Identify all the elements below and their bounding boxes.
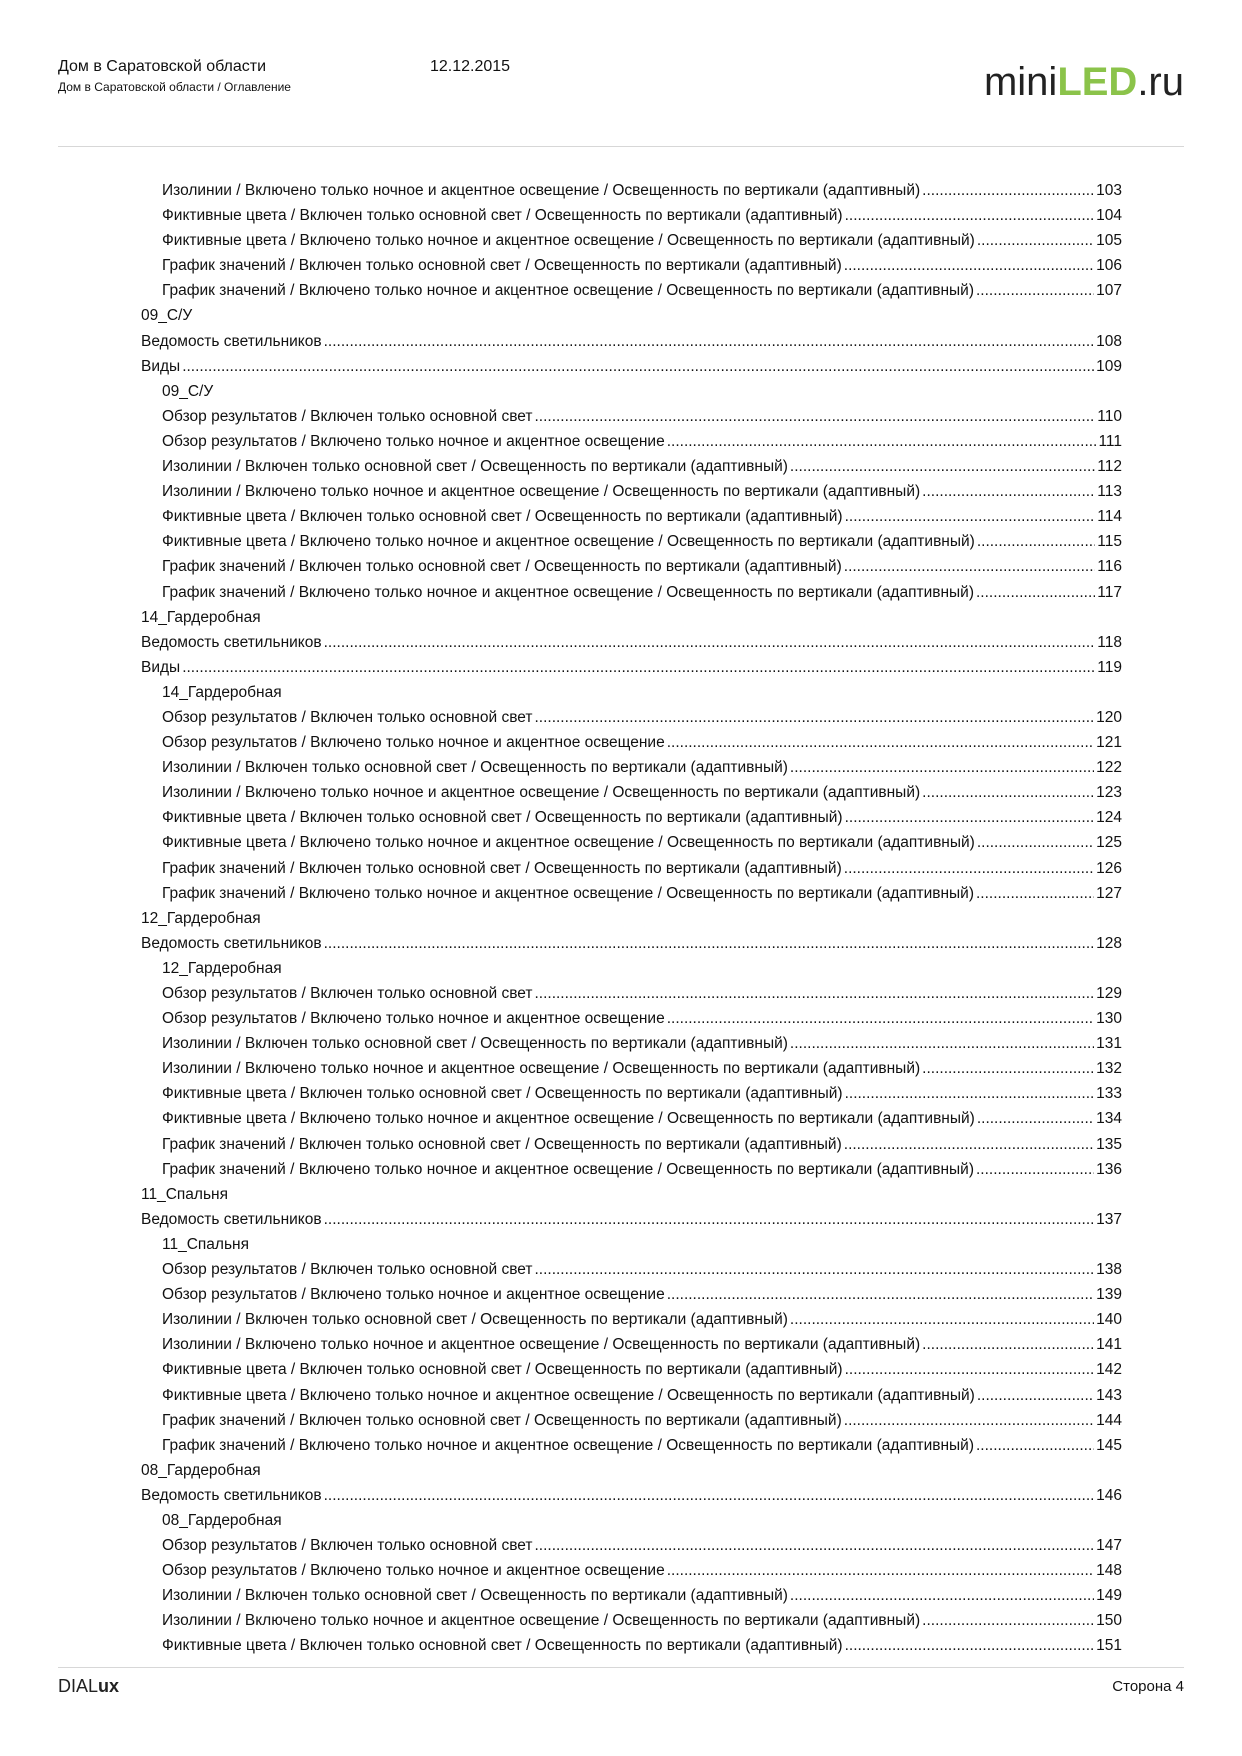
page-footer [58, 1676, 1184, 1706]
toc-leader-dots [534, 981, 1094, 1006]
toc-entry-label: Изолинии / Включено только ночное и акцентное освещение / Освещенность по вертикали (адаптивный) [162, 1060, 921, 1078]
toc-entry-label: 12_Гардеробная [162, 959, 282, 977]
toc-leader-dots [667, 1282, 1094, 1307]
table-of-contents [141, 178, 1122, 1659]
toc-section-heading [141, 1182, 1122, 1207]
toc-entry[interactable] [141, 253, 1122, 278]
page-header [58, 58, 1184, 138]
toc-section-heading [141, 379, 1122, 404]
toc-leader-dots [324, 1483, 1095, 1508]
toc-page-number: 123 [1096, 784, 1122, 802]
project-title: Дом в Саратовской области [58, 58, 267, 75]
toc-entry[interactable] [141, 228, 1122, 253]
toc-entry-label: Фиктивные цвета / Включено только ночное и акцентное освещение / Освещенность по вертикали (адаптивный) [162, 232, 975, 250]
toc-page-number: 139 [1096, 1286, 1122, 1304]
toc-leader-dots [790, 1583, 1094, 1608]
toc-entry-label: Виды [141, 357, 181, 375]
toc-page-number: 103 [1096, 182, 1122, 199]
toc-page-number: 134 [1096, 1110, 1122, 1128]
toc-entry[interactable] [141, 1558, 1122, 1583]
toc-entry[interactable] [141, 529, 1122, 554]
toc-page-number: 129 [1096, 985, 1122, 1002]
toc-entry[interactable] [141, 1106, 1122, 1131]
toc-leader-dots [324, 329, 1095, 354]
toc-entry-label: Обзор результатов / Включено только ночное и акцентное освещение [162, 1286, 665, 1304]
toc-entry[interactable] [141, 1207, 1122, 1232]
toc-leader-dots [534, 705, 1094, 730]
toc-leader-dots [977, 1106, 1094, 1131]
toc-leader-dots [922, 178, 1094, 203]
toc-section-heading [141, 303, 1122, 328]
toc-entry-label: Обзор результатов / Включен только основной свет [162, 1261, 533, 1279]
toc-entry[interactable] [141, 830, 1122, 855]
toc-page-number: 147 [1096, 1537, 1122, 1555]
toc-entry-label: Фиктивные цвета / Включен только основной свет / Освещенность по вертикали (адаптивный) [162, 809, 843, 827]
toc-page-number: 137 [1096, 1210, 1122, 1228]
toc-page-number: 122 [1096, 759, 1122, 777]
toc-entry-label: Изолинии / Включено только ночное и акцентное освещение / Освещенность по вертикали (адаптивный) [162, 1336, 921, 1354]
toc-entry[interactable] [141, 479, 1122, 504]
toc-entry[interactable] [141, 504, 1122, 529]
toc-leader-dots [922, 780, 1094, 805]
toc-entry-label: Фиктивные цвета / Включено только ночное и акцентное освещение / Освещенность по вертикали (адаптивный) [162, 533, 975, 551]
page-number: Сторона 4 [1112, 1678, 1184, 1695]
toc-leader-dots [667, 1558, 1094, 1583]
toc-page-number: 138 [1096, 1261, 1122, 1279]
toc-leader-dots [790, 1307, 1094, 1332]
toc-entry-label: Изолинии / Включено только ночное и акцентное освещение / Освещенность по вертикали (адаптивный) [162, 1612, 921, 1630]
toc-page-number: 113 [1097, 483, 1122, 501]
toc-entry-label: Обзор результатов / Включено только ночное и акцентное освещение [162, 734, 665, 752]
toc-entry-label: Обзор результатов / Включен только основной свет [162, 1537, 533, 1555]
toc-leader-dots [977, 1383, 1094, 1408]
toc-leader-dots [844, 554, 1096, 579]
toc-entry[interactable] [141, 1633, 1122, 1658]
toc-entry-label: Ведомость светильников [141, 1486, 322, 1504]
toc-entry-label: График значений / Включен только основной свет / Освещенность по вертикали (адаптивный) [162, 558, 842, 576]
document-date: 12.12.2015 [430, 58, 511, 75]
toc-entry[interactable] [141, 1357, 1122, 1382]
toc-page-number: 127 [1096, 884, 1122, 902]
toc-page-number: 136 [1096, 1160, 1122, 1178]
toc-entry[interactable] [141, 554, 1122, 579]
breadcrumb: Дом в Саратовской области / Оглавление [58, 80, 291, 94]
toc-page-number: 131 [1096, 1035, 1122, 1053]
toc-entry-label: 09_С/У [162, 382, 214, 400]
toc-leader-dots [976, 278, 1094, 303]
toc-entry-label: Ведомость светильников [141, 633, 322, 651]
toc-leader-dots [922, 479, 1095, 504]
toc-entry[interactable] [141, 805, 1122, 830]
toc-entry-label: Изолинии / Включен только основной свет / Освещенность по вертикали (адаптивный) [162, 1035, 788, 1053]
toc-entry[interactable] [141, 931, 1122, 956]
toc-entry[interactable] [141, 1433, 1122, 1458]
toc-entry[interactable] [141, 1608, 1122, 1633]
toc-page-number: 114 [1097, 508, 1122, 526]
toc-entry-label: Изолинии / Включен только основной свет / Освещенность по вертикали (адаптивный) [162, 1587, 788, 1605]
toc-entry-label: 09_С/У [141, 307, 193, 325]
toc-entry[interactable] [141, 881, 1122, 906]
toc-entry-label: Изолинии / Включен только основной свет / Освещенность по вертикали (адаптивный) [162, 759, 788, 777]
toc-page-number: 115 [1097, 533, 1122, 551]
toc-page-number: 125 [1096, 834, 1122, 852]
toc-entry-label: Фиктивные цвета / Включен только основной свет / Освещенность по вертикали (адаптивный) [162, 1637, 843, 1655]
toc-entry[interactable] [141, 278, 1122, 303]
toc-entry-label: Изолинии / Включен только основной свет / Освещенность по вертикали (адаптивный) [162, 458, 788, 476]
toc-entry[interactable] [141, 1282, 1122, 1307]
toc-page-number: 120 [1096, 708, 1122, 726]
toc-page-number: 107 [1096, 282, 1122, 300]
toc-leader-dots [844, 1408, 1094, 1433]
toc-entry-label: График значений / Включено только ночное и акцентное освещение / Освещенность по вертикали (адаптивный) [162, 1436, 974, 1454]
toc-page-number: 108 [1096, 332, 1122, 350]
toc-page-number: 118 [1097, 633, 1122, 651]
toc-entry-label: Изолинии / Включено только ночное и акцентное освещение / Освещенность по вертикали (адаптивный) [162, 182, 921, 199]
toc-entry-label: График значений / Включено только ночное и акцентное освещение / Освещенность по вертикали (адаптивный) [162, 884, 974, 902]
toc-page-number: 112 [1097, 458, 1122, 476]
toc-entry[interactable] [141, 404, 1122, 429]
toc-entry-label: Фиктивные цвета / Включен только основной свет / Освещенность по вертикали (адаптивный) [162, 207, 843, 225]
toc-entry[interactable] [141, 1383, 1122, 1408]
toc-page-number: 110 [1097, 407, 1122, 425]
toc-page-number: 133 [1096, 1085, 1122, 1103]
toc-leader-dots [534, 1257, 1094, 1282]
toc-leader-dots [845, 1357, 1095, 1382]
toc-page-number: 130 [1096, 1010, 1122, 1028]
toc-entry[interactable] [141, 203, 1122, 228]
toc-leader-dots [976, 1157, 1094, 1182]
toc-entry[interactable] [141, 1307, 1122, 1332]
toc-page-number: 104 [1096, 207, 1122, 225]
toc-entry[interactable] [141, 981, 1122, 1006]
toc-leader-dots [977, 529, 1095, 554]
toc-entry[interactable] [141, 580, 1122, 605]
toc-leader-dots [667, 1006, 1094, 1031]
toc-entry-label: Фиктивные цвета / Включено только ночное и акцентное освещение / Освещенность по вертикали (адаптивный) [162, 1386, 975, 1404]
toc-page-number: 150 [1096, 1612, 1122, 1630]
toc-leader-dots [976, 1433, 1094, 1458]
toc-leader-dots [667, 730, 1094, 755]
toc-page-number: 106 [1096, 257, 1122, 275]
toc-entry-label: Обзор результатов / Включен только основной свет [162, 407, 533, 425]
toc-entry[interactable] [141, 1533, 1122, 1558]
toc-entry-label: 12_Гардеробная [141, 909, 261, 927]
toc-entry[interactable] [141, 1056, 1122, 1081]
toc-leader-dots [845, 504, 1096, 529]
toc-leader-dots [922, 1608, 1094, 1633]
toc-page-number: 140 [1096, 1311, 1122, 1329]
toc-page-number: 149 [1096, 1587, 1122, 1605]
dialux-logo: DIALux [58, 1676, 120, 1696]
toc-leader-dots [844, 856, 1094, 881]
toc-entry[interactable] [141, 1483, 1122, 1508]
toc-entry-label: Обзор результатов / Включено только ночное и акцентное освещение [162, 1562, 665, 1580]
toc-entry[interactable] [141, 655, 1122, 680]
toc-entry[interactable] [141, 1157, 1122, 1182]
toc-section-heading [141, 605, 1122, 630]
toc-section-heading [141, 1458, 1122, 1483]
toc-leader-dots [790, 454, 1095, 479]
toc-entry[interactable] [141, 755, 1122, 780]
toc-page-number: 135 [1096, 1135, 1122, 1153]
toc-entry-label: Фиктивные цвета / Включено только ночное и акцентное освещение / Освещенность по вертикали (адаптивный) [162, 834, 975, 852]
toc-page-number: 117 [1097, 583, 1122, 601]
toc-entry[interactable] [141, 630, 1122, 655]
toc-entry-label: График значений / Включен только основной свет / Освещенность по вертикали (адаптивный) [162, 1411, 842, 1429]
toc-leader-dots [844, 1132, 1094, 1157]
toc-entry-label: Виды [141, 658, 181, 676]
toc-leader-dots [182, 655, 1095, 680]
toc-leader-dots [534, 404, 1095, 429]
toc-entry-label: График значений / Включен только основной свет / Освещенность по вертикали (адаптивный) [162, 859, 842, 877]
toc-leader-dots [844, 253, 1094, 278]
toc-leader-dots [790, 755, 1094, 780]
toc-page-number: 148 [1096, 1562, 1122, 1580]
toc-leader-dots [845, 203, 1095, 228]
toc-page-number: 124 [1096, 809, 1122, 827]
toc-leader-dots [324, 1207, 1095, 1232]
toc-leader-dots [534, 1533, 1094, 1558]
toc-entry-label: 11_Спальня [162, 1235, 249, 1253]
toc-entry[interactable] [141, 780, 1122, 805]
toc-entry-label: График значений / Включен только основной свет / Освещенность по вертикали (адаптивный) [162, 1135, 842, 1153]
toc-entry-label: 08_Гардеробная [162, 1511, 282, 1529]
toc-page-number: 143 [1096, 1386, 1122, 1404]
toc-leader-dots [845, 805, 1095, 830]
toc-entry[interactable] [141, 705, 1122, 730]
toc-entry[interactable] [141, 1408, 1122, 1433]
toc-leader-dots [845, 1081, 1095, 1106]
toc-entry[interactable] [141, 354, 1122, 379]
toc-entry-label: Обзор результатов / Включено только ночное и акцентное освещение [162, 1010, 665, 1028]
toc-entry-label: 08_Гардеробная [141, 1461, 261, 1479]
toc-page-number: 145 [1096, 1436, 1122, 1454]
toc-entry-label: Фиктивные цвета / Включен только основной свет / Освещенность по вертикали (адаптивный) [162, 1085, 843, 1103]
toc-page-number: 141 [1096, 1336, 1122, 1354]
toc-page-number: 116 [1097, 558, 1122, 576]
footer-divider [58, 1667, 1184, 1668]
toc-page-number: 128 [1096, 934, 1122, 952]
toc-section-heading [141, 956, 1122, 981]
miniled-logo: miniLED.ru [983, 60, 1184, 104]
toc-entry-label: Фиктивные цвета / Включено только ночное и акцентное освещение / Освещенность по вертикали (адаптивный) [162, 1110, 975, 1128]
toc-entry[interactable] [141, 1081, 1122, 1106]
toc-page-number: 132 [1096, 1060, 1122, 1078]
toc-page-number: 109 [1096, 357, 1122, 375]
toc-section-heading [141, 1232, 1122, 1257]
toc-section-heading [141, 680, 1122, 705]
toc-entry-label: 14_Гардеробная [162, 683, 282, 701]
toc-entry[interactable] [141, 1132, 1122, 1157]
toc-leader-dots [845, 1633, 1095, 1658]
toc-entry[interactable] [141, 1006, 1122, 1031]
toc-leader-dots [976, 580, 1095, 605]
toc-page-number: 146 [1096, 1486, 1122, 1504]
toc-entry-label: 14_Гардеробная [141, 608, 261, 626]
toc-leader-dots [667, 429, 1097, 454]
toc-page-number: 121 [1096, 734, 1122, 752]
toc-leader-dots [324, 630, 1096, 655]
toc-entry-label: Изолинии / Включен только основной свет / Освещенность по вертикали (адаптивный) [162, 1311, 788, 1329]
toc-leader-dots [922, 1332, 1094, 1357]
toc-leader-dots [182, 354, 1094, 379]
toc-entry-label: Обзор результатов / Включен только основной свет [162, 708, 533, 726]
toc-entry-label: Ведомость светильников [141, 934, 322, 952]
toc-entry-label: Изолинии / Включено только ночное и акцентное освещение / Освещенность по вертикали (адаптивный) [162, 784, 921, 802]
toc-entry-label: Ведомость светильников [141, 332, 322, 350]
toc-leader-dots [324, 931, 1095, 956]
toc-entry[interactable] [141, 1583, 1122, 1608]
toc-page-number: 111 [1098, 432, 1122, 450]
toc-section-heading [141, 1508, 1122, 1533]
toc-entry[interactable] [141, 429, 1122, 454]
toc-leader-dots [977, 228, 1094, 253]
toc-page-number: 119 [1097, 658, 1122, 676]
toc-entry[interactable] [141, 1332, 1122, 1357]
toc-page-number: 144 [1096, 1411, 1122, 1429]
header-divider [58, 146, 1184, 147]
toc-leader-dots [922, 1056, 1094, 1081]
toc-section-heading [141, 906, 1122, 931]
toc-entry-label: Обзор результатов / Включено только ночное и акцентное освещение [162, 432, 665, 450]
toc-page-number: 126 [1096, 859, 1122, 877]
toc-page-number: 105 [1096, 232, 1122, 250]
toc-entry[interactable] [141, 329, 1122, 354]
toc-entry-label: График значений / Включен только основной свет / Освещенность по вертикали (адаптивный) [162, 257, 842, 275]
toc-entry-label: Изолинии / Включено только ночное и акцентное освещение / Освещенность по вертикали (адаптивный) [162, 483, 921, 501]
toc-leader-dots [790, 1031, 1094, 1056]
toc-leader-dots [977, 830, 1094, 855]
toc-entry-label: График значений / Включено только ночное и акцентное освещение / Освещенность по вертикали (адаптивный) [162, 583, 974, 601]
toc-entry-label: Ведомость светильников [141, 1210, 322, 1228]
toc-page-number: 142 [1096, 1361, 1122, 1379]
toc-entry-label: График значений / Включено только ночное и акцентное освещение / Освещенность по вертикали (адаптивный) [162, 282, 974, 300]
toc-entry-label: Обзор результатов / Включен только основной свет [162, 985, 533, 1002]
toc-leader-dots [976, 881, 1094, 906]
toc-entry-label: 11_Спальня [141, 1185, 228, 1203]
toc-entry[interactable] [141, 1257, 1122, 1282]
toc-entry[interactable] [141, 178, 1122, 203]
toc-entry[interactable] [141, 730, 1122, 755]
toc-entry-label: Фиктивные цвета / Включен только основной свет / Освещенность по вертикали (адаптивный) [162, 1361, 843, 1379]
toc-entry[interactable] [141, 856, 1122, 881]
toc-entry-label: График значений / Включено только ночное и акцентное освещение / Освещенность по вертикали (адаптивный) [162, 1160, 974, 1178]
toc-page-number: 151 [1096, 1637, 1122, 1655]
toc-entry[interactable] [141, 1031, 1122, 1056]
toc-entry[interactable] [141, 454, 1122, 479]
toc-entry-label: Фиктивные цвета / Включен только основной свет / Освещенность по вертикали (адаптивный) [162, 508, 843, 526]
